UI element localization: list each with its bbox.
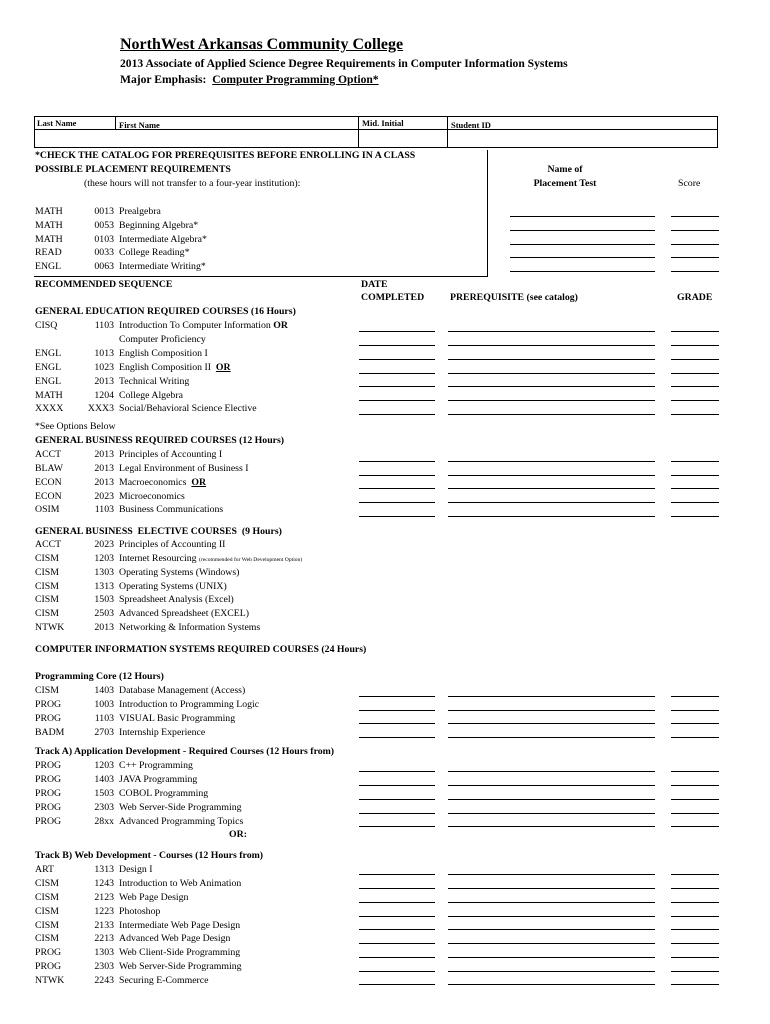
course-dept: CISM xyxy=(35,878,59,889)
course-number: 1503 xyxy=(94,594,114,605)
course-name: Technical Writing xyxy=(119,376,190,387)
course-name-text: Introduction To Computer Information xyxy=(119,320,271,331)
course-dept: PROG xyxy=(35,760,62,771)
prerequisite-line[interactable] xyxy=(448,902,655,903)
date-completed-line[interactable] xyxy=(359,902,435,903)
course-name: Business Communications xyxy=(119,504,224,515)
course-name: Intermediate Web Page Design xyxy=(119,920,241,931)
course-name: VISUAL Basic Programming xyxy=(119,713,236,724)
date-completed-line[interactable] xyxy=(359,345,435,346)
college-title: NorthWest Arkansas Community College xyxy=(120,36,404,53)
track-a-title: Track A) Application Development - Required Courses (12 Hours from) xyxy=(35,746,335,757)
date-completed-line[interactable] xyxy=(359,971,435,972)
course-dept: ECON xyxy=(35,491,62,502)
course-name xyxy=(119,362,231,373)
course-number: 2023 xyxy=(94,539,114,550)
mid-initial-label: Mid. Initial xyxy=(362,118,404,128)
grade-line[interactable] xyxy=(671,813,719,814)
grade-line[interactable] xyxy=(671,971,719,972)
course-name: Prealgebra xyxy=(119,206,161,217)
course-number: 1403 xyxy=(94,685,114,696)
date-completed-line[interactable] xyxy=(359,488,435,489)
course-name: Beginning Algebra* xyxy=(119,220,199,231)
first-name-label: First Name xyxy=(119,120,160,130)
date-completed-line[interactable] xyxy=(359,414,435,415)
course-number: XXX3 xyxy=(87,403,114,414)
course-name: C++ Programming xyxy=(119,760,193,771)
grade-line[interactable] xyxy=(671,400,719,401)
gen-ed-title: GENERAL EDUCATION REQUIRED COURSES (16 Hours) xyxy=(35,306,296,317)
course-dept: CISM xyxy=(35,594,59,605)
grade-line[interactable] xyxy=(671,984,719,985)
student-id-label: Student ID xyxy=(451,120,491,130)
or-label: OR xyxy=(273,320,288,331)
course-number: 1503 xyxy=(94,788,114,799)
prerequisite-line[interactable] xyxy=(448,696,655,697)
section-divider-vertical xyxy=(487,150,488,277)
placement-test-header-2: Placement Test xyxy=(533,178,597,189)
prerequisite-line[interactable] xyxy=(448,461,655,462)
course-number: 0033 xyxy=(94,247,114,258)
course-number: 1203 xyxy=(94,760,114,771)
grade-line[interactable] xyxy=(671,461,719,462)
grade-line[interactable] xyxy=(671,902,719,903)
date-completed-line[interactable] xyxy=(359,737,435,738)
prerequisite-line[interactable] xyxy=(448,488,655,489)
course-name: Introduction to Web Animation xyxy=(119,878,242,889)
last-first-name-field[interactable] xyxy=(35,130,358,147)
grade-line[interactable] xyxy=(671,386,719,387)
date-completed-line[interactable] xyxy=(359,386,435,387)
date-completed-line[interactable] xyxy=(359,813,435,814)
date-header-2: COMPLETED xyxy=(361,292,425,303)
date-completed-line[interactable] xyxy=(359,516,435,517)
course-name: Advanced Programming Topics xyxy=(119,816,244,827)
course-dept: PROG xyxy=(35,961,62,972)
course-number: 1313 xyxy=(94,864,114,875)
recommended-sequence: RECOMMENDED SEQUENCE xyxy=(35,279,173,290)
grade-line[interactable] xyxy=(671,359,719,360)
course-name: Internship Experience xyxy=(119,727,206,738)
course-dept: ART xyxy=(35,864,55,875)
course-dept: MATH xyxy=(35,220,63,231)
course-name-continued: Computer Proficiency xyxy=(119,334,206,345)
date-header-1: DATE xyxy=(361,279,388,290)
grade-line[interactable] xyxy=(671,516,719,517)
grade-line[interactable] xyxy=(671,916,719,917)
prerequisite-line[interactable] xyxy=(448,373,655,374)
prerequisite-line[interactable] xyxy=(448,345,655,346)
course-dept: READ xyxy=(35,247,62,258)
grade-line[interactable] xyxy=(671,737,719,738)
section-divider-horizontal xyxy=(34,276,488,277)
or-label: OR xyxy=(215,362,231,373)
placement-test-line[interactable] xyxy=(510,230,655,231)
grade-line[interactable] xyxy=(671,929,719,930)
course-dept: BADM xyxy=(35,727,65,738)
grade-line[interactable] xyxy=(671,943,719,944)
date-completed-line[interactable] xyxy=(359,888,435,889)
course-name: Web Page Design xyxy=(119,892,189,903)
course-number: 1243 xyxy=(94,878,114,889)
date-completed-line[interactable] xyxy=(359,461,435,462)
course-number: 2013 xyxy=(94,463,114,474)
course-name: Web Server-Side Programming xyxy=(119,961,242,972)
course-name: Principles of Accounting II xyxy=(119,539,226,550)
gen-bus-elective-title: GENERAL BUSINESS ELECTIVE COURSES (9 Hours) xyxy=(35,526,282,537)
prerequisite-line[interactable] xyxy=(448,888,655,889)
course-number: 2213 xyxy=(94,933,114,944)
course-number: 0063 xyxy=(94,261,114,272)
grade-line[interactable] xyxy=(671,373,719,374)
course-dept: MATH xyxy=(35,390,63,401)
course-name: Advanced Spreadsheet (EXCEL) xyxy=(119,608,250,619)
grade-line[interactable] xyxy=(671,502,719,503)
prerequisite-line[interactable] xyxy=(448,943,655,944)
course-name: Securing E-Commerce xyxy=(119,975,209,986)
course-name: Social/Behavioral Science Elective xyxy=(119,403,257,414)
course-number: 2503 xyxy=(94,608,114,619)
degree-title: 2013 Associate of Applied Science Degree Requirements in Computer Information Systems xyxy=(120,57,568,70)
course-number: 0053 xyxy=(94,220,114,231)
prerequisite-line[interactable] xyxy=(448,771,655,772)
course-dept: PROG xyxy=(35,816,62,827)
course-name: Principles of Accounting I xyxy=(119,449,223,460)
course-name: College Algebra xyxy=(119,390,183,401)
course-number: 2303 xyxy=(94,802,114,813)
prerequisite-line[interactable] xyxy=(448,502,655,503)
grade-line[interactable] xyxy=(671,331,719,332)
date-completed-line[interactable] xyxy=(359,359,435,360)
course-dept: PROG xyxy=(35,713,62,724)
course-name: Design I xyxy=(119,864,153,875)
placement-score-line[interactable] xyxy=(671,230,719,231)
course-dept: CISM xyxy=(35,892,59,903)
course-number: 2013 xyxy=(94,477,114,488)
placement-test-line[interactable] xyxy=(510,271,655,272)
course-dept: CISM xyxy=(35,920,59,931)
date-completed-line[interactable] xyxy=(359,475,435,476)
course-dept: CISM xyxy=(35,581,59,592)
date-completed-line[interactable] xyxy=(359,957,435,958)
date-completed-line[interactable] xyxy=(359,771,435,772)
prerequisite-line[interactable] xyxy=(448,785,655,786)
course-name: JAVA Programming xyxy=(119,774,198,785)
course-number: 2703 xyxy=(94,727,114,738)
course-number: 1013 xyxy=(94,348,114,359)
grade-line[interactable] xyxy=(671,957,719,958)
course-dept: CISM xyxy=(35,906,59,917)
course-number: 2023 xyxy=(94,491,114,502)
date-completed-line[interactable] xyxy=(359,723,435,724)
course-name: Advanced Web Page Design xyxy=(119,933,231,944)
course-name: Microeconomics xyxy=(119,491,185,502)
prerequisite-line[interactable] xyxy=(448,826,655,827)
prerequisite-line[interactable] xyxy=(448,737,655,738)
last-name-label: Last Name xyxy=(37,118,77,128)
grade-line[interactable] xyxy=(671,785,719,786)
student-info-table xyxy=(34,116,718,148)
course-dept: CISM xyxy=(35,608,59,619)
grade-line[interactable] xyxy=(671,888,719,889)
course-name: Legal Environment of Business I xyxy=(119,463,249,474)
grade-line[interactable] xyxy=(671,874,719,875)
placement-title: POSSIBLE PLACEMENT REQUIREMENTS xyxy=(35,164,231,175)
prerequisite-line[interactable] xyxy=(448,475,655,476)
prerequisite-line[interactable] xyxy=(448,710,655,711)
prerequisite-line[interactable] xyxy=(448,984,655,985)
or-separator: OR: xyxy=(229,829,247,840)
prerequisite-line[interactable] xyxy=(448,516,655,517)
course-dept: CISM xyxy=(35,553,59,564)
grade-line[interactable] xyxy=(671,799,719,800)
prerequisite-line[interactable] xyxy=(448,971,655,972)
course-number: 0103 xyxy=(94,234,114,245)
prerequisite-line[interactable] xyxy=(448,359,655,360)
placement-test-line[interactable] xyxy=(510,216,655,217)
placement-score-line[interactable] xyxy=(671,244,719,245)
grade-line[interactable] xyxy=(671,696,719,697)
prerequisite-line[interactable] xyxy=(448,414,655,415)
course-name: Operating Systems (UNIX) xyxy=(119,581,227,592)
course-dept: XXXX xyxy=(35,403,64,414)
course-dept: BLAW xyxy=(35,463,64,474)
course-dept: PROG xyxy=(35,802,62,813)
grade-line[interactable] xyxy=(671,710,719,711)
course-name: Introduction to Programming Logic xyxy=(119,699,260,710)
course-name: College Reading* xyxy=(119,247,190,258)
course-note: (recommended for Web Development Option) xyxy=(199,557,303,563)
date-completed-line[interactable] xyxy=(359,373,435,374)
see-options-note: *See Options Below xyxy=(35,421,116,432)
placement-score-line[interactable] xyxy=(671,257,719,258)
placement-test-line[interactable] xyxy=(510,257,655,258)
course-dept: ECON xyxy=(35,477,62,488)
course-number: 2013 xyxy=(94,449,114,460)
grade-line[interactable] xyxy=(671,414,719,415)
date-completed-line[interactable] xyxy=(359,929,435,930)
course-name: Intermediate Writing* xyxy=(119,261,206,272)
prerequisite-line[interactable] xyxy=(448,929,655,930)
date-completed-line[interactable] xyxy=(359,331,435,332)
emphasis-prefix: Major Emphasis: xyxy=(120,73,207,86)
course-number: 1403 xyxy=(94,774,114,785)
placement-score-line[interactable] xyxy=(671,216,719,217)
course-name: Photoshop xyxy=(119,906,161,917)
course-number: 1103 xyxy=(94,713,114,724)
course-number: 0013 xyxy=(94,206,114,217)
course-name: COBOL Programming xyxy=(119,788,209,799)
date-completed-line[interactable] xyxy=(359,799,435,800)
course-number: 1223 xyxy=(94,906,114,917)
course-dept: ACCT xyxy=(35,539,62,550)
grade-line[interactable] xyxy=(671,475,719,476)
course-number: 28xx xyxy=(94,816,114,827)
date-completed-line[interactable] xyxy=(359,916,435,917)
course-name: Intermediate Algebra* xyxy=(119,234,207,245)
grade-line[interactable] xyxy=(671,771,719,772)
course-name: Operating Systems (Windows) xyxy=(119,567,240,578)
grade-line[interactable] xyxy=(671,345,719,346)
course-dept: PROG xyxy=(35,788,62,799)
course-name: Internet Resourcing (recommended for Web Development Option) xyxy=(119,553,303,564)
course-number: 2123 xyxy=(94,892,114,903)
course-dept: OSIM xyxy=(35,504,60,515)
date-completed-line[interactable] xyxy=(359,400,435,401)
course-name xyxy=(119,320,288,331)
emphasis-value: Computer Programming Option* xyxy=(212,73,379,86)
date-completed-line[interactable] xyxy=(359,826,435,827)
student-id-field[interactable] xyxy=(448,130,718,147)
course-name: Networking & Information Systems xyxy=(119,622,261,633)
prerequisite-line[interactable] xyxy=(448,957,655,958)
check-catalog-note: *CHECK THE CATALOG FOR PREREQUISITES BEFORE ENROLLING IN A CLASS xyxy=(35,150,416,161)
course-dept: CISQ xyxy=(35,320,58,331)
date-completed-line[interactable] xyxy=(359,696,435,697)
prerequisite-line[interactable] xyxy=(448,400,655,401)
placement-note: (these hours will not transfer to a four-year institution): xyxy=(84,178,301,189)
course-dept: MATH xyxy=(35,206,63,217)
course-dept: PROG xyxy=(35,947,62,958)
gen-bus-title: GENERAL BUSINESS REQUIRED COURSES (12 Hours) xyxy=(35,435,285,446)
divider xyxy=(115,117,116,129)
prerequisite-line[interactable] xyxy=(448,874,655,875)
course-name: Database Management (Access) xyxy=(119,685,246,696)
course-number: 1103 xyxy=(94,320,114,331)
course-dept: PROG xyxy=(35,774,62,785)
course-number: 1203 xyxy=(94,553,114,564)
course-dept: MATH xyxy=(35,234,63,245)
course-name: English Composition I xyxy=(119,348,208,359)
date-completed-line[interactable] xyxy=(359,984,435,985)
major-emphasis xyxy=(120,73,379,86)
date-completed-line[interactable] xyxy=(359,943,435,944)
course-name: Web Client-Side Programming xyxy=(119,947,241,958)
course-dept: PROG xyxy=(35,699,62,710)
course-dept: ENGL xyxy=(35,376,62,387)
course-number: 2013 xyxy=(94,376,114,387)
course-number: 2303 xyxy=(94,961,114,972)
course-number: 1103 xyxy=(94,504,114,515)
course-number: 2243 xyxy=(94,975,114,986)
prerequisite-line[interactable] xyxy=(448,813,655,814)
course-number: 1003 xyxy=(94,699,114,710)
prerequisite-line[interactable] xyxy=(448,386,655,387)
placement-test-header-1: Name of xyxy=(547,164,583,175)
date-completed-line[interactable] xyxy=(359,502,435,503)
course-name: Spreadsheet Analysis (Excel) xyxy=(119,594,234,605)
course-number: 1023 xyxy=(94,362,114,373)
course-dept: NTWK xyxy=(35,975,65,986)
grade-line[interactable] xyxy=(671,723,719,724)
course-dept: CISM xyxy=(35,685,59,696)
course-dept: ENGL xyxy=(35,348,62,359)
course-dept: CISM xyxy=(35,933,59,944)
course-number: 1303 xyxy=(94,567,114,578)
grade-line[interactable] xyxy=(671,488,719,489)
prerequisite-line[interactable] xyxy=(448,723,655,724)
course-number: 1303 xyxy=(94,947,114,958)
course-name-text: English Composition II xyxy=(119,362,211,373)
course-dept: ENGL xyxy=(35,362,62,373)
score-header: Score xyxy=(678,178,701,189)
course-number: 1313 xyxy=(94,581,114,592)
course-name xyxy=(119,477,206,488)
grade-header: GRADE xyxy=(677,292,713,303)
prereq-header: PREREQUISITE (see catalog) xyxy=(450,292,578,303)
course-dept: CISM xyxy=(35,567,59,578)
prerequisite-line[interactable] xyxy=(448,799,655,800)
grade-line[interactable] xyxy=(671,826,719,827)
placement-test-line[interactable] xyxy=(510,244,655,245)
course-number: 1204 xyxy=(94,390,114,401)
date-completed-line[interactable] xyxy=(359,785,435,786)
track-b-title: Track B) Web Development - Courses (12 Hours from) xyxy=(35,850,264,861)
date-completed-line[interactable] xyxy=(359,710,435,711)
prerequisite-line[interactable] xyxy=(448,331,655,332)
prerequisite-line[interactable] xyxy=(448,916,655,917)
cis-title: COMPUTER INFORMATION SYSTEMS REQUIRED COURSES (24 Hours) xyxy=(35,644,367,655)
course-dept: ACCT xyxy=(35,449,62,460)
course-number: 2013 xyxy=(94,622,114,633)
mid-initial-field[interactable] xyxy=(359,130,447,147)
placement-score-line[interactable] xyxy=(671,271,719,272)
date-completed-line[interactable] xyxy=(359,874,435,875)
course-number: 2133 xyxy=(94,920,114,931)
course-name: Web Server-Side Programming xyxy=(119,802,242,813)
course-dept: ENGL xyxy=(35,261,62,272)
core-title: Programming Core (12 Hours) xyxy=(35,671,164,682)
course-name-text: Macroeconomics xyxy=(119,477,187,488)
or-label: OR xyxy=(191,477,207,488)
course-dept: NTWK xyxy=(35,622,65,633)
